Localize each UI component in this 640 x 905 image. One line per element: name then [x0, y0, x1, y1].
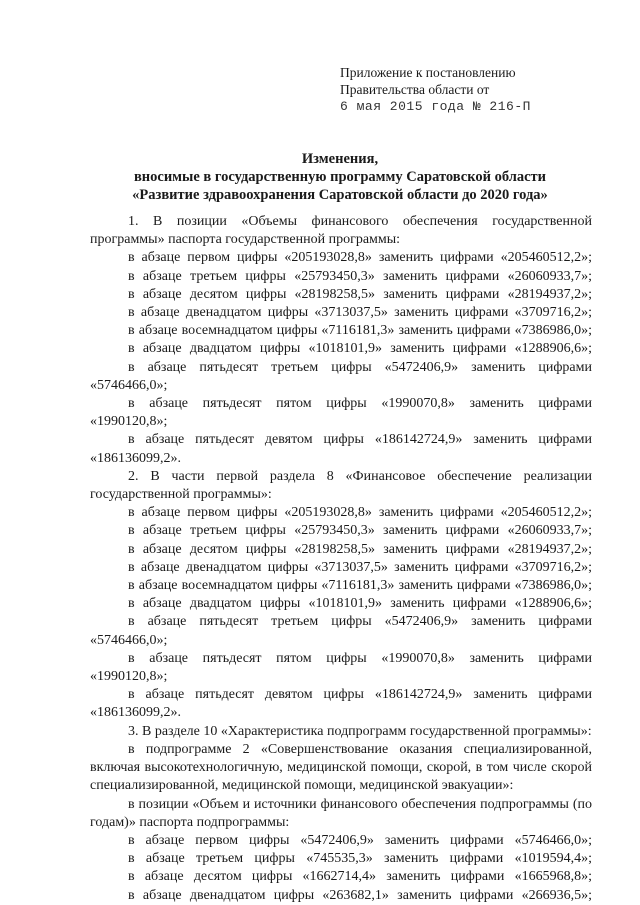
- paragraph: в абзаце двадцатом цифры «1018101,9» заменить цифрами «1288906,6»;: [128, 596, 592, 612]
- attachment-note: [340, 64, 531, 115]
- attachment-line-1: Приложение к постановлению: [340, 65, 516, 80]
- paragraph: в абзаце десятом цифры «28198258,5» заменить цифрами «28194937,2»;: [128, 286, 592, 302]
- document-heading: [90, 150, 590, 204]
- attachment-line-2: Правительства области от: [340, 82, 490, 97]
- document-body: [90, 213, 592, 905]
- paragraph: в абзаце первом цифры «205193028,8» заменить цифрами «205460512,2»;: [128, 505, 592, 521]
- paragraph: в абзаце восемнадцатом цифры «7116181,3» заменить цифрами «7386986,0»;: [128, 323, 592, 339]
- paragraph: в абзаце двенадцатом цифры «3713037,5» заменить цифрами «3709716,2»;: [128, 305, 592, 321]
- paragraph: 2. В части первой раздела 8 «Финансовое обеспечение реализации государственной программы»:: [90, 468, 592, 503]
- paragraph: в абзаце пятьдесят пятом цифры «1990070,8» заменить цифрами «1990120,8»;: [90, 396, 592, 430]
- paragraph: в абзаце двенадцатом цифры «263682,1» заменить цифрами «266936,5»;: [128, 887, 592, 903]
- paragraph: в абзаце двадцатом цифры «1018101,9» заменить цифрами «1288906,6»;: [128, 341, 592, 357]
- attachment-date-stamp: 6 мая 2015 года № 216-П: [340, 99, 531, 114]
- paragraph: в абзаце пятьдесят девятом цифры «186142724,9» заменить цифрами «186136099,2».: [90, 432, 592, 466]
- paragraph: в абзаце пятьдесят пятом цифры «1990070,8» заменить цифрами «1990120,8»;: [90, 650, 592, 685]
- paragraph: в абзаце десятом цифры «28198258,5» заменить цифрами «28194937,2»;: [128, 541, 592, 557]
- heading-program-name: «Развитие здравоохранения Саратовской области до 2020 года»: [132, 187, 548, 203]
- paragraph: в абзаце пятьдесят третьем цифры «5472406,9» заменить цифрами «5746466,0»;: [90, 359, 592, 393]
- paragraph: в абзаце двенадцатом цифры «3713037,5» заменить цифрами «3709716,2»;: [128, 559, 592, 575]
- paragraph: в абзаце первом цифры «5472406,9» заменить цифрами «5746466,0»;: [128, 832, 592, 848]
- paragraph: 3. В разделе 10 «Характеристика подпрограмм государственной программы»:: [128, 723, 592, 739]
- paragraph: в абзаце пятьдесят третьем цифры «5472406,9» заменить цифрами «5746466,0»;: [90, 614, 592, 648]
- heading-title: Изменения,: [301, 151, 379, 167]
- paragraph: в абзаце восемнадцатом цифры «7116181,3» заменить цифрами «7386986,0»;: [128, 578, 592, 594]
- paragraph: в позиции «Объем и источники финансового обеспечения подпрограммы (по годам)» паспорта подпрограммы:: [90, 796, 592, 830]
- paragraph: в подпрограмме 2 «Совершенствование оказания специализированной, включая высокотехнологичную, медицинской помощи, скорой, в том числе скорой специализированной, медицинской помощи, медицинской эвакуации»:: [90, 741, 592, 794]
- paragraph: 1. В позиции «Объемы финансового обеспечения государственной программы» паспорта государственной программы:: [90, 214, 592, 248]
- paragraph: в абзаце десятом цифры «1662714,4» заменить цифрами «1665968,8»;: [128, 869, 592, 885]
- paragraph: в абзаце первом цифры «205193028,8» заменить цифрами «205460512,2»;: [128, 250, 592, 266]
- paragraph: в абзаце третьем цифры «25793450,3» заменить цифрами «26060933,7»;: [128, 268, 592, 284]
- paragraph: в абзаце третьем цифры «745535,3» заменить цифрами «1019594,4»;: [128, 851, 592, 867]
- paragraph: в абзаце пятьдесят девятом цифры «186142724,9» заменить цифрами «186136099,2».: [90, 687, 592, 721]
- heading-subtitle: вносимые в государственную программу Саратовской области: [133, 169, 547, 185]
- paragraph: в абзаце третьем цифры «25793450,3» заменить цифрами «26060933,7»;: [128, 523, 592, 539]
